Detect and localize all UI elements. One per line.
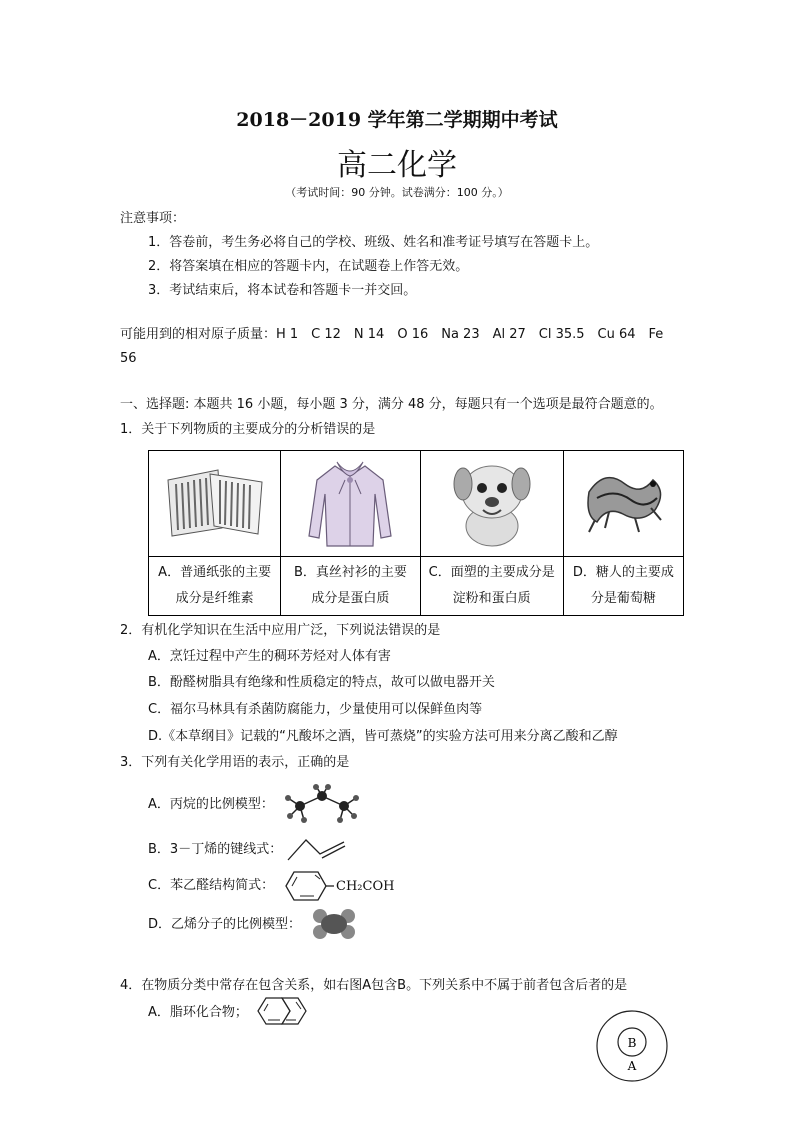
q2-option-c: C．福尔马林具有杀菌防腐能力，少量使用可以保鲜鱼肉等 [148,702,483,717]
q2-option-d: D.《本草纲目》记载的“凡酸坏之酒，皆可蒸烧”的实验方法可用来分离乙酸和乙醇 [148,729,618,744]
notice-item: 3．考试结束后，将本试卷和答题卡一并交回。 [148,283,417,298]
notice-item: 2．将答案填在相应的答题卡内，在试题卷上作答无效。 [148,259,469,274]
option-text: A．普通纸张的主要 [158,565,272,580]
inclusion-diagram [594,1008,670,1084]
paper-scroll-icon [160,462,270,542]
q3-option-a: A．丙烷的比例模型： [148,797,274,812]
q3-option-d: D．乙烯分子的比例模型： [148,917,302,932]
propane-model-icon [282,784,362,824]
ethylene-model-icon [312,908,356,940]
butene-skeletal-icon [286,836,348,864]
notice-heading: 注意事项： [120,211,186,226]
dough-dog-icon [447,454,537,550]
exam-info: （考试时间：90 分钟。试卷满分：100 分。） [285,186,509,199]
q2-option-b: B．酚醛树脂具有绝缘和性质稳定的特点，故可以做电器开关 [148,675,495,690]
q4-option-a: A．脂环化合物； [148,1005,248,1020]
option-text: C．面塑的主要成分是 [428,565,555,580]
q1-option-c [420,557,563,616]
inner-label: B [627,1036,637,1050]
question-stem: 3．下列有关化学用语的表示，正确的是 [120,755,350,770]
q1-option-a [149,557,281,616]
question-stem: 2．有机化学知识在生活中应用广泛，下列说法错误的是 [120,623,441,638]
option-text: 淀粉和蛋白质 [452,591,531,606]
silk-shirt-icon [305,454,395,550]
benzene-ring-icon [284,870,336,902]
q1-option-d [563,557,683,616]
q3-c-formula: CH₂COH [336,879,395,894]
question-stem: 1．关于下列物质的主要成分的分析错误的是 [120,422,376,437]
q1-option-b [281,557,420,616]
option-text: 分是葡萄糖 [590,591,656,606]
q2-option-a: A．烹饪过程中产生的稠环芳烃对人体有害 [148,649,391,664]
q1-image-cell [563,451,683,557]
atomic-mass-line: 56 [120,351,137,366]
option-text: B．真丝衬衫的主要 [293,565,407,580]
q3-option-b: B．3－丁烯的键线式： [148,842,283,857]
atomic-mass-line: 可能用到的相对原子质量：H 1 C 12 N 14 O 16 Na 23 Al 27 Cl 35.5 Cu 64 Fe [120,327,664,342]
question-stem: 4．在物质分类中常存在包含关系，如右图A包含B。下列关系中不属于前者包含后者的是 [120,978,628,993]
option-text: 成分是纤维素 [175,591,254,606]
subject-title: 高二化学 [337,148,457,183]
outer-label: A [627,1059,637,1073]
q3-option-c: C．苯乙醛结构简式： [148,878,275,893]
section-heading: 一、选择题: 本题共 16 小题，每小题 3 分，满分 48 分，每题只有一个选项是最符合题意的。 [120,397,663,412]
q1-image-cell [149,451,281,557]
exam-title: 2018－2019 学年第二学期期中考试 [236,109,558,131]
notice-item: 1．答卷前，考生务必将自己的学校、班级、姓名和准考证号填写在答题卡上。 [148,235,599,250]
option-text: 成分是蛋白质 [311,591,390,606]
option-text: D．糖人的主要成 [572,565,674,580]
naphthalene-icon [256,996,310,1026]
q1-image-cell [281,451,420,557]
q1-image-cell [420,451,563,557]
q1-options-table [148,450,684,616]
sugar-dragon-icon [575,462,671,542]
